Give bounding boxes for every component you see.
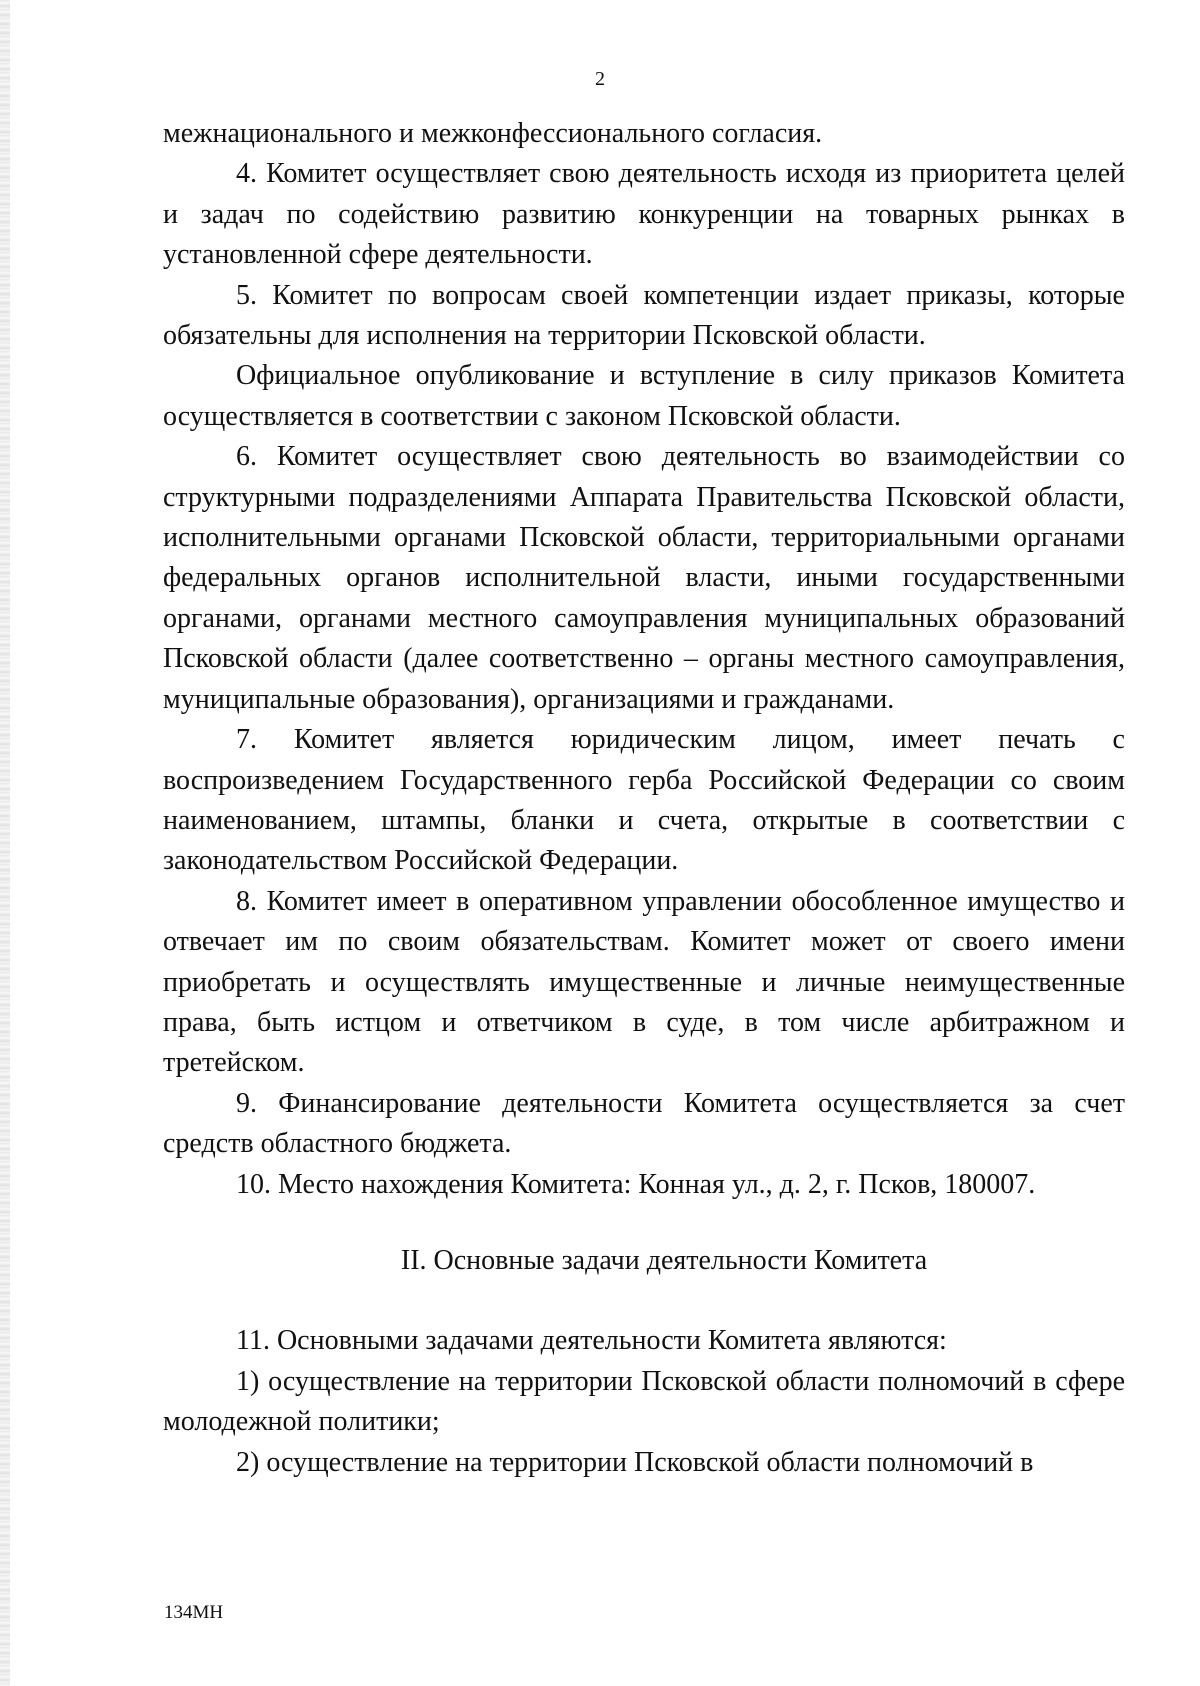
document-body: [163, 114, 1125, 1483]
paragraph-7: 7. Комитет является юридическим лицом, имеет печать с воспроизведением Государственного герба Российской Федерации со своим наименованием, штампы, бланки и счета, открытые в соответствии с законодательством Российской Федерации.: [163, 724, 1125, 877]
paragraph-10: 10. Место нахождения Комитета: Конная ул., д. 2, г. Псков, 180007.: [236, 1168, 1036, 1200]
paragraph-9: 9. Финансирование деятельности Комитета осуществляется за счет средств областного бюджета.: [163, 1087, 1125, 1160]
paragraph-11: 11. Основными задачами деятельности Комитета являются:: [236, 1325, 947, 1357]
section-heading: II. Основные задачи деятельности Комитета: [400, 1244, 928, 1276]
scan-edge: [0, 0, 10, 1686]
paragraph-5: 5. Комитет по вопросам своей компетенции издает приказы, которые обязательны для исполнения на территории Псковской области.: [163, 279, 1125, 352]
page-number: 2: [595, 68, 605, 90]
paragraph-6: 6. Комитет осуществляет свою деятельность во взаимодействии со структурными подразделениями Аппарата Правительства Псковской области, исполнительными органами Псковской области, территориальными органами федеральных органов исполнительной власти, иными государственными органами, органами местного самоуправления муниципальных образований Псковской области (далее соответственно – органы местного самоуправления, муниципальные образования), организациями и гражданами.: [163, 441, 1125, 715]
paragraph-8: 8. Комитет имеет в оперативном управлении обособленное имущество и отвечает им по своим обязательствам. Комитет может от своего имени приобретать и осуществлять имущественные и личные неимущественные права, быть истцом и ответчиком в суде, в том числе арбитражном и третейском.: [163, 885, 1125, 1079]
paragraph-11-item-2: 2) осуществление на территории Псковской области полномочий в: [236, 1446, 1034, 1478]
paragraph-continuation: межнационального и межконфессионального согласия.: [163, 118, 823, 149]
paragraph-official-publication: Официальное опубликование и вступление в силу приказов Комитета осуществляется в соответствии с законом Псковской области.: [163, 360, 1125, 432]
document-code: 134МН: [164, 1602, 224, 1623]
paragraph-11-item-1: 1) осуществление на территории Псковской области полномочий в сфере молодежной политики;: [163, 1365, 1125, 1438]
paragraph-4: 4. Комитет осуществляет свою деятельность исходя из приоритета целей и задач по содействию развитию конкуренции на товарных рынках в установленной сфере деятельности.: [163, 158, 1125, 271]
